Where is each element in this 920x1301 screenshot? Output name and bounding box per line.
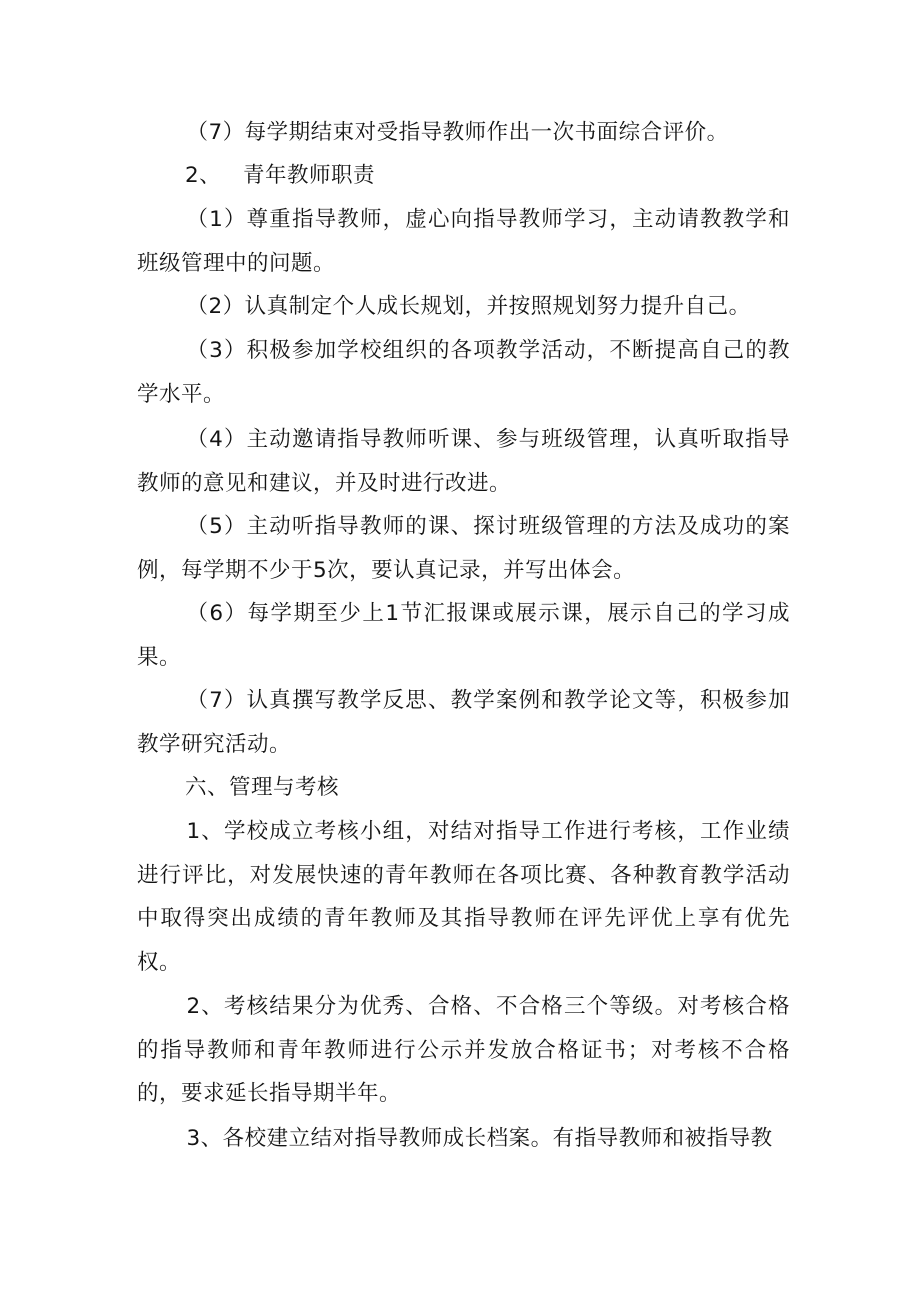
paragraph-duty-3: （3）积极参加学校组织的各项教学活动，不断提高自己的教学水平。 xyxy=(137,338,790,407)
paragraph-duty-5: （5）主动听指导教师的课、探讨班级管理的方法及成功的案例，每学期不少于5次，要认真记录，并写出体会。 xyxy=(137,514,790,583)
paragraph-duty-4: （4）主动邀请指导教师听课、参与班级管理，认真听取指导教师的意见和建议，并及时进行改进。 xyxy=(137,427,790,496)
subheading-young-teacher-duties xyxy=(185,154,375,198)
subheading-title: 青年教师职责 xyxy=(243,163,376,188)
paragraph-duty-2: （2）认真制定个人成长规划，并按照规划努力提升自己。 xyxy=(186,294,751,319)
paragraph-duty-6: （6）每学期至少上1节汇报课或展示课，展示自己的学习成果。 xyxy=(137,601,790,670)
subheading-number: 2、 xyxy=(185,163,222,188)
paragraph-mentor-7: （7）每学期结束对受指导教师作出一次书面综合评价。 xyxy=(186,120,729,145)
paragraph-assessment-2: 2、考核结果分为优秀、合格、不合格三个等级。对考核合格的指导教师和青年教师进行公示并发放合格证书；对考核不合格的，要求延长指导期半年。 xyxy=(137,994,790,1106)
paragraph-assessment-1: 1、学校成立考核小组，对结对指导工作进行考核，工作业绩进行评比，对发展快速的青年教师在各项比赛、各种教育教学活动中取得突出成绩的青年教师及其指导教师在评先评优上享有优先权。 xyxy=(137,819,790,975)
paragraph-duty-7: （7）认真撰写教学反思、教学案例和教学论文等，积极参加教学研究活动。 xyxy=(137,688,790,757)
paragraph-assessment-3: 3、各校建立结对指导教师成长档案。有指导教师和被指导教 xyxy=(186,1126,773,1151)
paragraph-duty-1: （1）尊重指导教师，虚心向指导教师学习，主动请教教学和班级管理中的问题。 xyxy=(137,207,790,276)
section-heading-management: 六、管理与考核 xyxy=(185,775,340,800)
